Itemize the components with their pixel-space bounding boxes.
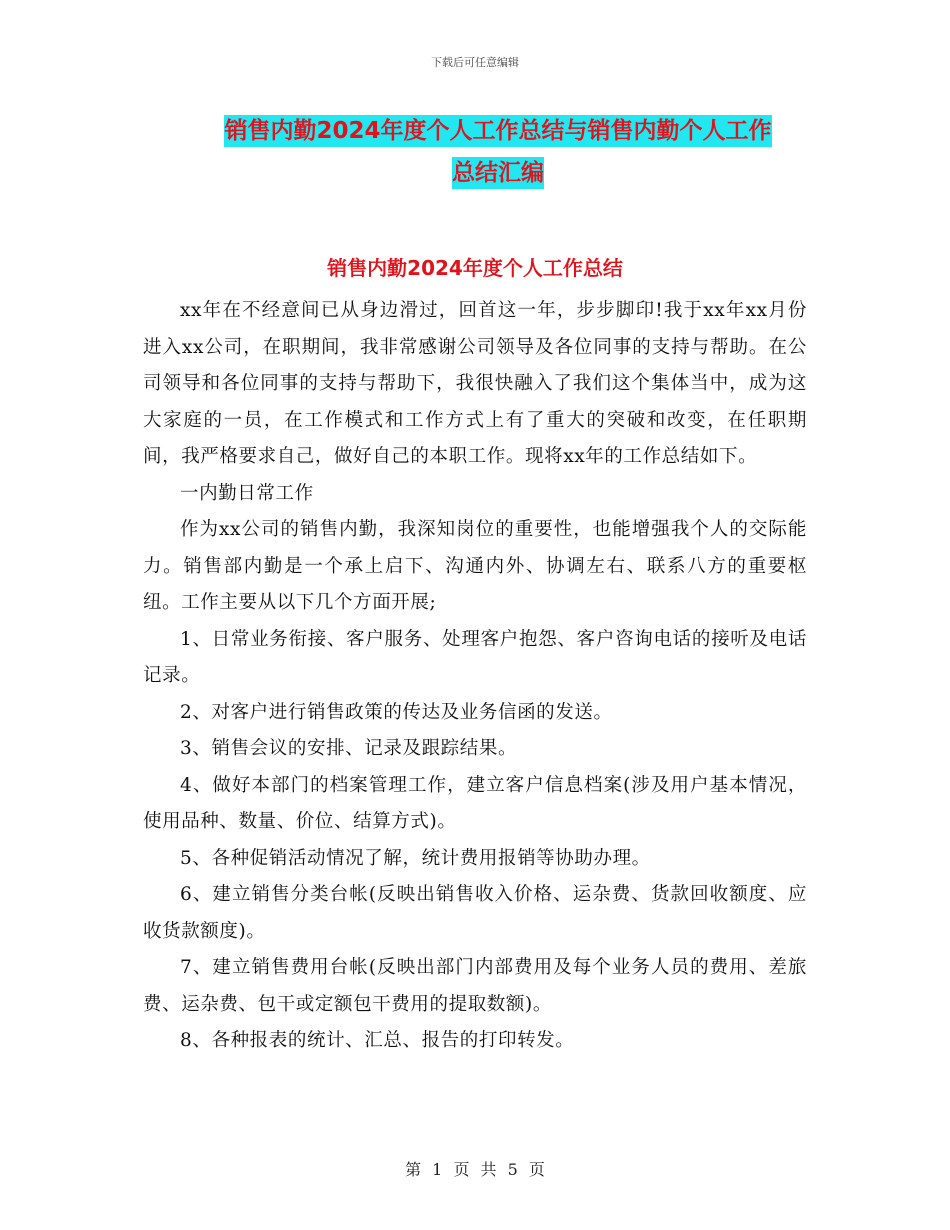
list-item: 5、各种促销活动情况了解，统计费用报销等协助办理。 — [180, 847, 651, 869]
list-item: 2、对客户进行销售政策的传达及业务信函的发送。 — [180, 701, 613, 723]
page-number-footer: 第 1 页 共 5 页 — [405, 1160, 545, 1179]
paragraph-intro: xx年在不经意间已从身边滑过，回首这一年，步步脚印!我于xx年xx月份进入xx公司，在职期间，我非常感谢公司领导及各位同事的支持与帮助。在公司领导和各位同事的支持与帮助下，我很快融入了我们这个集体当中，成为这大家庭的一员，在工作模式和工作方式上有了重大的突破和改变，在任职期间，我严格要求自己，做好自己的本职工作。现将xx年的工作总结如下。 — [143, 300, 807, 467]
section-title: 销售内勤2024年度个人工作总结 — [327, 256, 623, 280]
list-item: 1、日常业务衔接、客户服务、处理客户抱怨、客户咨询电话的接听及电话记录。 — [143, 628, 807, 686]
list-item: 8、各种报表的统计、汇总、报告的打印转发。 — [180, 1030, 575, 1051]
paragraph: 作为xx公司的销售内勤，我深知岗位的重要性，也能增强我个人的交际能力。销售部内勤是一个承上启下、沟通内外、协调左右、联系八方的重要枢纽。工作主要从以下几个方面开展; — [143, 519, 807, 613]
document-title — [187, 110, 809, 194]
header-note: 下载后可任意编辑 — [431, 56, 519, 69]
body-text — [143, 293, 807, 1060]
document-title-line-1: 销售内勤2024年度个人工作总结与销售内勤个人工作 — [224, 115, 771, 147]
list-item: 4、做好本部门的档案管理工作，建立客户信息档案(涉及用户基本情况，使用品种、数量、价位、结算方式)。 — [143, 774, 807, 832]
list-item: 6、建立销售分类台帐(反映出销售收入价格、运杂费、货款回收额度、应收货款额度)。 — [143, 884, 807, 942]
document-title-line-2: 总结汇编 — [452, 157, 544, 189]
list-item: 7、建立销售费用台帐(反映出部门内部费用及每个业务人员的费用、差旅费、运杂费、包干或定额包干费用的提取数额)。 — [143, 957, 807, 1015]
list-item: 3、销售会议的安排、记录及跟踪结果。 — [180, 738, 518, 759]
paragraph-heading: 一内勤日常工作 — [180, 482, 314, 504]
